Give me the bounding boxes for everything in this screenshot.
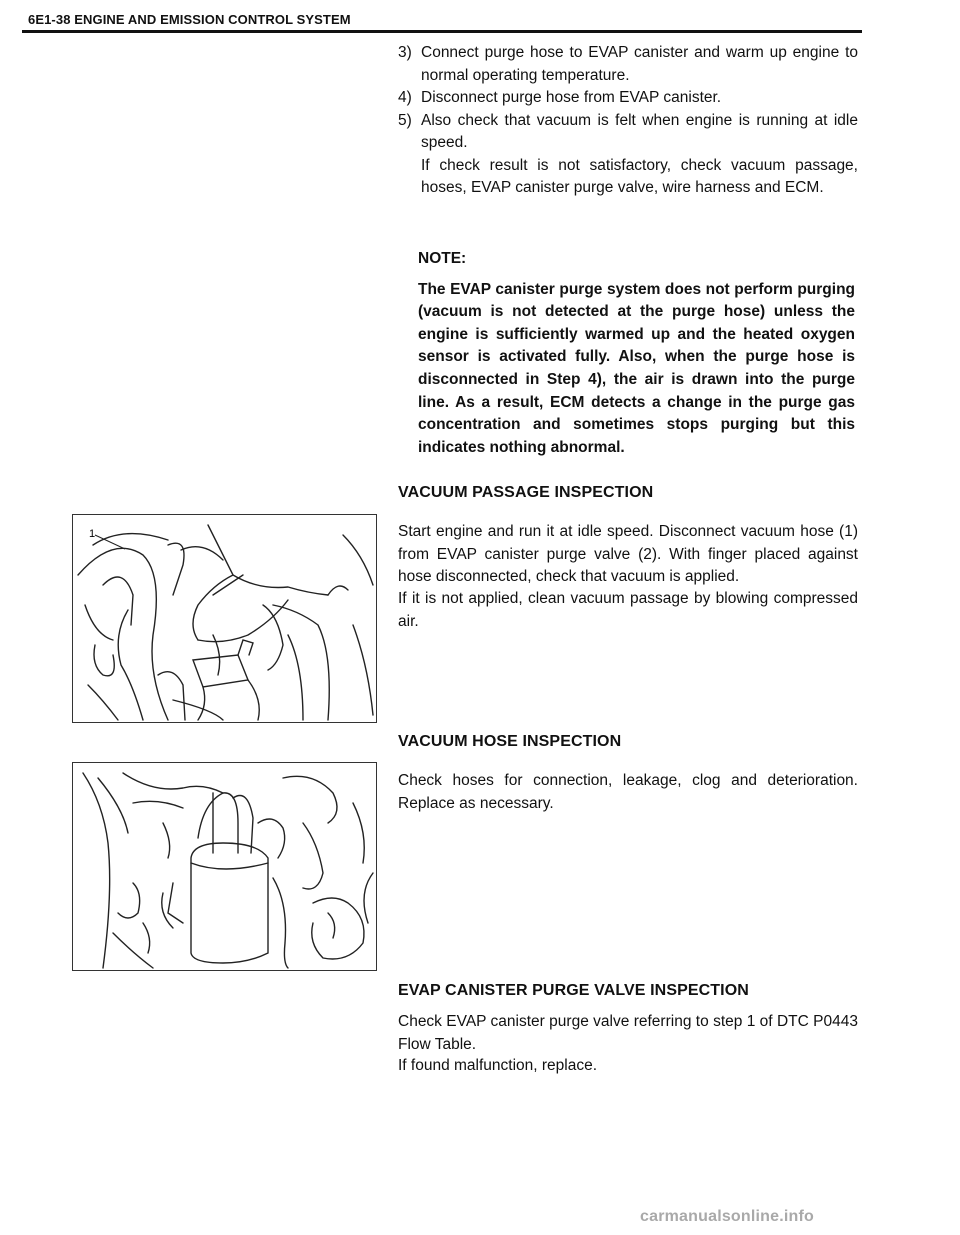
vacuum-passage-figure xyxy=(72,514,377,723)
figure-callout-1: 1 xyxy=(89,528,96,540)
header-rule xyxy=(22,30,862,33)
vacuum-hose-paragraph: Check hoses for connection, leakage, clog and deterioration. Replace as necessary. xyxy=(398,772,858,812)
step-text: Also check that vacuum is felt when engine is running at idle speed. xyxy=(421,111,858,151)
note-title: NOTE: xyxy=(418,250,467,267)
step-number: 5) xyxy=(398,111,412,129)
purge-valve-heading: EVAP CANISTER PURGE VALVE INSPECTION xyxy=(398,982,749,999)
vacuum-passage-paragraph-2: If it is not applied, clean vacuum passage by blowing compressed air. xyxy=(398,590,858,630)
step-text: Connect purge hose to EVAP canister and warm up engine to normal operating temperature. xyxy=(421,44,858,84)
purge-valve-paragraph-1: Check EVAP canister purge valve referring to step 1 of DTC P0443 Flow Table. xyxy=(398,1013,858,1053)
step-3 xyxy=(398,42,858,87)
vacuum-passage-heading: VACUUM PASSAGE INSPECTION xyxy=(398,484,654,501)
procedure-steps xyxy=(398,42,858,200)
site-watermark: carmanualsonline.info xyxy=(640,1208,815,1225)
vacuum-hose-heading: VACUUM HOSE INSPECTION xyxy=(398,733,622,750)
purge-valve-paragraph-2: If found malfunction, replace. xyxy=(398,1057,598,1074)
vacuum-hose-figure xyxy=(72,762,377,971)
evap-canister-illustration xyxy=(73,763,376,970)
page-header-title: 6E1-38 ENGINE AND EMISSION CONTROL SYSTEM xyxy=(28,12,351,27)
step-number: 4) xyxy=(398,89,412,106)
step-5 xyxy=(398,110,858,200)
step-4 xyxy=(398,87,858,110)
vacuum-hose-illustration xyxy=(73,515,376,722)
step-number: 3) xyxy=(398,44,412,61)
note-text: The EVAP canister purge system does not perform purging (vacuum is not detected at the purge hose) unless the engine is sufficiently warmed up and the heated oxygen sensor is activated fully. Also, when the purge hose is disconnected in Step 4), the air is drawn into the purge line. As a result, ECM detects a change in the purge gas concentration and sometimes stops purging but this indicates nothing abnormal. xyxy=(418,280,855,456)
step-subtext: If check result is not satisfactory, check vacuum passage, hoses, EVAP canister purge valve, wire harness and ECM. xyxy=(421,156,858,196)
vacuum-passage-paragraph-1: Start engine and run it at idle speed. Disconnect vacuum hose (1) from EVAP canister purge valve (2). With finger placed against hose disconnected, check that vacuum is applied. xyxy=(398,523,858,585)
step-body xyxy=(421,110,858,200)
note-box xyxy=(418,248,855,459)
step-text: Disconnect purge hose from EVAP canister. xyxy=(421,89,722,106)
